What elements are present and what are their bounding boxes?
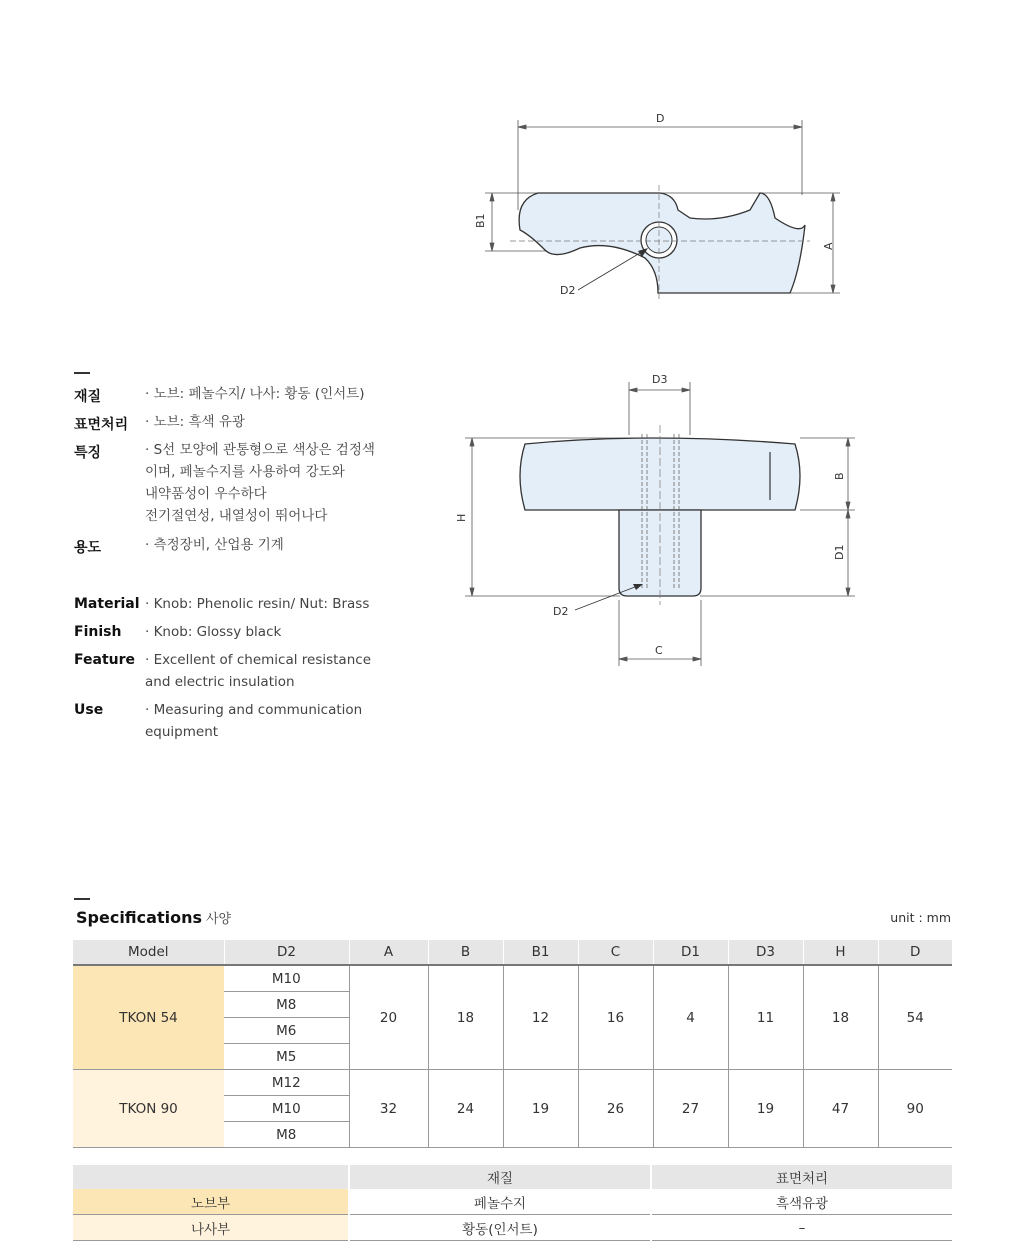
finish-cell: –	[651, 1215, 952, 1241]
col-header-model: Model	[73, 940, 224, 965]
prop-label-feature-ko: 특징	[74, 445, 102, 461]
label-H: H	[455, 513, 468, 522]
section-divider	[74, 372, 90, 374]
col-header-d1: D1	[653, 940, 728, 965]
d-cell: 90	[878, 1070, 952, 1148]
d1-cell: 4	[653, 965, 728, 1070]
h-cell: 18	[803, 965, 878, 1070]
prop-label-finish-en: Finish	[74, 624, 122, 640]
col-header-c: C	[578, 940, 653, 965]
b-cell: 24	[428, 1070, 503, 1148]
label-B1: B1	[474, 213, 487, 228]
prop-value-feature-en: · Excellent of chemical resistance and electric insulation	[145, 652, 371, 690]
prop-label-use-ko: 용도	[74, 540, 102, 556]
spec-header-row	[73, 940, 952, 965]
top-view-drawing	[460, 100, 860, 310]
material-header-row	[73, 1165, 952, 1189]
material-col-part	[73, 1165, 349, 1189]
label-A: A	[822, 242, 835, 250]
a-cell: 32	[349, 1070, 428, 1148]
table-row	[73, 1070, 952, 1096]
col-header-d2: D2	[224, 940, 349, 965]
label-B: B	[833, 472, 846, 480]
prop-value-material-ko: · 노브: 페놀수지/ 나사: 황동 (인서트)	[145, 386, 365, 402]
model-cell: TKON 90	[73, 1070, 224, 1148]
unit-label: unit : mm	[890, 910, 951, 925]
d2-cell: M12	[224, 1070, 349, 1096]
spec-title: Specifications 사양	[76, 908, 232, 927]
prop-value-finish-en: · Knob: Glossy black	[145, 624, 282, 640]
d2-cell: M8	[224, 1122, 349, 1148]
prop-label-use-en: Use	[74, 702, 104, 718]
prop-value-material-en: · Knob: Phenolic resin/ Nut: Brass	[145, 596, 370, 612]
d2-cell: M10	[224, 1096, 349, 1122]
material-cell: 페놀수지	[349, 1189, 651, 1215]
table-row	[73, 1215, 952, 1241]
material-col-finish: 표면처리	[651, 1165, 952, 1189]
d1-cell: 27	[653, 1070, 728, 1148]
material-col-material: 재질	[349, 1165, 651, 1189]
col-header-h: H	[803, 940, 878, 965]
material-table	[73, 1165, 952, 1241]
d3-cell: 11	[728, 965, 803, 1070]
prop-value-use-en: · Measuring and communication equipment	[145, 702, 363, 740]
spec-divider	[74, 898, 90, 900]
col-header-a: A	[349, 940, 428, 965]
spec-table	[73, 940, 952, 1148]
label-D2-top: D2	[560, 284, 576, 297]
b1-cell: 19	[503, 1070, 578, 1148]
c-cell: 26	[578, 1070, 653, 1148]
col-header-d: D	[878, 940, 952, 965]
side-view-drawing	[450, 370, 870, 670]
label-C: C	[655, 644, 663, 657]
finish-cell: 흑색유광	[651, 1189, 952, 1215]
d2-cell: M5	[224, 1044, 349, 1070]
b-cell: 18	[428, 965, 503, 1070]
label-D2-side: D2	[553, 605, 569, 618]
c-cell: 16	[578, 965, 653, 1070]
label-D3: D3	[652, 373, 668, 386]
b1-cell: 12	[503, 965, 578, 1070]
col-header-b: B	[428, 940, 503, 965]
material-cell: 황동(인서트)	[349, 1215, 651, 1241]
col-header-d3: D3	[728, 940, 803, 965]
label-D1: D1	[833, 544, 846, 560]
prop-label-feature-en: Feature	[74, 652, 135, 668]
d3-cell: 19	[728, 1070, 803, 1148]
prop-value-use-ko: · 측정장비, 산업용 기계	[145, 537, 284, 553]
a-cell: 20	[349, 965, 428, 1070]
d2-cell: M8	[224, 992, 349, 1018]
label-D: D	[656, 112, 665, 125]
d2-cell: M6	[224, 1018, 349, 1044]
spec-subtitle: 사양	[205, 912, 232, 927]
d-cell: 54	[878, 965, 952, 1070]
table-row	[73, 1189, 952, 1215]
prop-label-finish-ko: 표면처리	[74, 417, 129, 433]
d2-cell: M10	[224, 965, 349, 992]
prop-value-finish-ko: · 노브: 흑색 유광	[145, 414, 245, 430]
prop-label-material-ko: 재질	[74, 389, 102, 405]
prop-value-feature-ko: · S선 모양에 관통형으로 색상은 검정색 이며, 페놀수지를 사용하여 강도와 내약품성이 우수하다 전기절연성, 내열성이 뛰어나다	[145, 442, 375, 524]
prop-label-material-en: Material	[74, 596, 140, 612]
h-cell: 47	[803, 1070, 878, 1148]
col-header-b1: B1	[503, 940, 578, 965]
table-row	[73, 965, 952, 992]
model-cell: TKON 54	[73, 965, 224, 1070]
part-cell: 나사부	[73, 1215, 349, 1241]
part-cell: 노브부	[73, 1189, 349, 1215]
